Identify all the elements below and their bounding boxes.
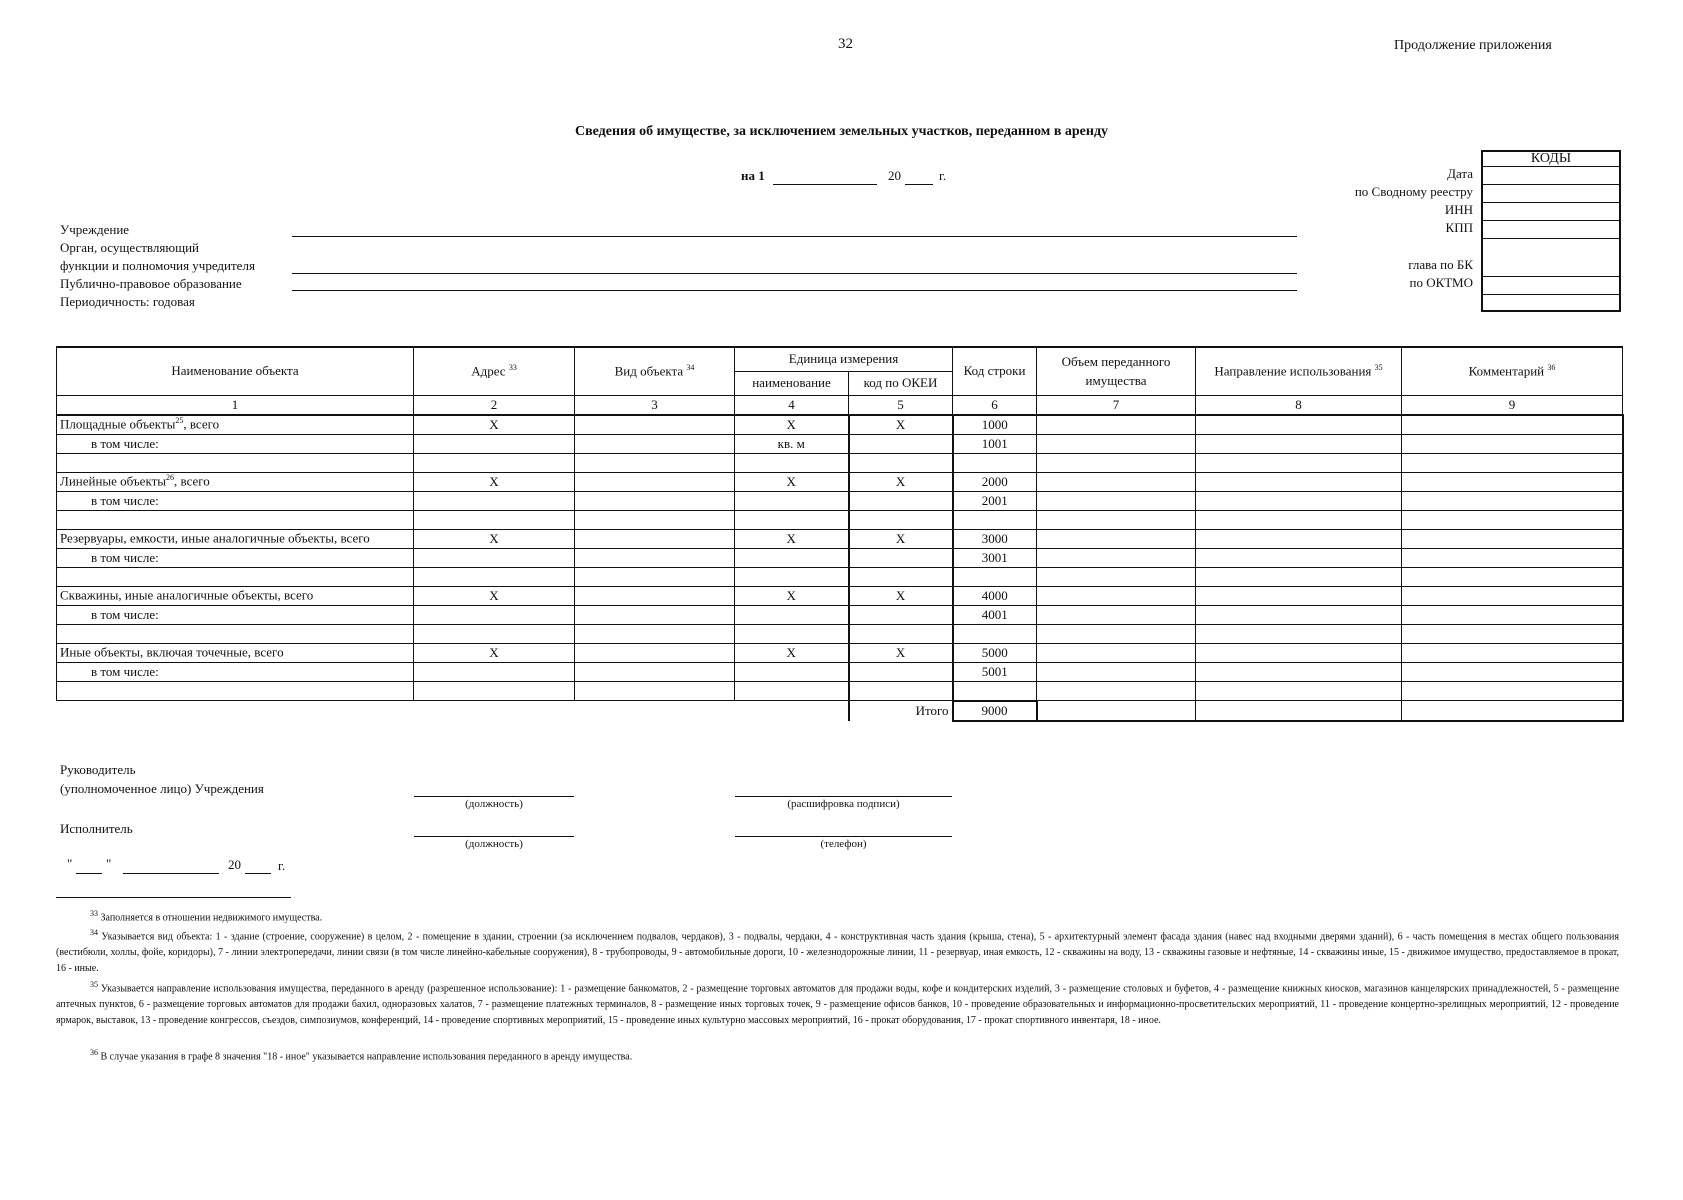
volume-cell[interactable] xyxy=(1037,605,1196,624)
type-cell[interactable] xyxy=(575,415,735,435)
col-number-6: 6 xyxy=(953,395,1037,415)
direction-cell[interactable] xyxy=(1196,643,1402,662)
unit-name-cell: X xyxy=(735,415,849,435)
type-cell[interactable] xyxy=(575,453,735,472)
direction-cell[interactable] xyxy=(1196,510,1402,529)
unit-code-cell: X xyxy=(849,472,953,491)
comment-cell[interactable] xyxy=(1402,491,1623,510)
col-number-9: 9 xyxy=(1402,395,1623,415)
periodicity-label: Периодичность: годовая xyxy=(60,294,195,309)
address-cell[interactable] xyxy=(414,624,575,643)
executor-position-field[interactable] xyxy=(414,836,574,837)
table-row xyxy=(57,624,1623,643)
founder-body-field[interactable] xyxy=(292,273,1297,274)
founder-body-label-1: Орган, осуществляющий xyxy=(60,240,199,255)
line-code-cell: 1001 xyxy=(953,434,1037,453)
direction-cell[interactable] xyxy=(1196,491,1402,510)
table-row xyxy=(57,529,1623,548)
type-cell[interactable] xyxy=(575,491,735,510)
line-code-cell: 4001 xyxy=(953,605,1037,624)
head-label-2: (уполномоченное лицо) Учреждения xyxy=(60,781,264,796)
type-cell[interactable] xyxy=(575,567,735,586)
direction-cell[interactable] xyxy=(1196,586,1402,605)
volume-cell[interactable] xyxy=(1037,472,1196,491)
address-cell: X xyxy=(414,586,575,605)
header-direction: Направление использования $^{35}$ xyxy=(1196,347,1402,395)
total-comment-cell[interactable] xyxy=(1402,701,1623,721)
total-volume-cell[interactable] xyxy=(1037,701,1196,721)
comment-cell[interactable] xyxy=(1402,605,1623,624)
col-number-1: 1 xyxy=(57,395,414,415)
type-cell[interactable] xyxy=(575,434,735,453)
head-position-caption: (должность) xyxy=(465,798,523,810)
comment-cell[interactable] xyxy=(1402,510,1623,529)
unit-code-cell[interactable] xyxy=(849,567,953,586)
direction-cell[interactable] xyxy=(1196,529,1402,548)
code-inn-cell[interactable] xyxy=(1483,202,1619,221)
direction-cell[interactable] xyxy=(1196,415,1402,435)
sign-date-month-field[interactable] xyxy=(123,873,219,874)
type-cell[interactable] xyxy=(575,662,735,681)
date-suffix: г. xyxy=(939,168,947,183)
col-number-7: 7 xyxy=(1037,395,1196,415)
address-cell[interactable] xyxy=(414,510,575,529)
subrow-label: в том числе: xyxy=(57,491,414,510)
volume-cell[interactable] xyxy=(1037,510,1196,529)
subrow-label: в том числе: xyxy=(57,548,414,567)
address-cell: X xyxy=(414,643,575,662)
table-row xyxy=(57,586,1623,605)
property-table xyxy=(56,346,1624,722)
unit-name-cell[interactable] xyxy=(735,548,849,567)
line-code-cell[interactable] xyxy=(953,510,1037,529)
line-code-cell[interactable] xyxy=(953,453,1037,472)
type-cell[interactable] xyxy=(575,510,735,529)
executor-label: Исполнитель xyxy=(60,821,133,836)
unit-name-cell: X xyxy=(735,586,849,605)
codes-header: КОДЫ xyxy=(1483,152,1619,167)
head-label-1: Руководитель xyxy=(60,762,136,777)
comment-cell[interactable] xyxy=(1402,453,1623,472)
head-decoding-field[interactable] xyxy=(735,796,952,797)
comment-cell[interactable] xyxy=(1402,567,1623,586)
direction-cell[interactable] xyxy=(1196,605,1402,624)
code-label-registry: по Сводному реестру xyxy=(1354,184,1473,199)
unit-code-cell: X xyxy=(849,643,953,662)
public-entity-label: Публично-правовое образование xyxy=(60,276,242,291)
volume-cell[interactable] xyxy=(1037,453,1196,472)
line-code-cell[interactable] xyxy=(953,681,1037,701)
type-cell[interactable] xyxy=(575,643,735,662)
direction-cell[interactable] xyxy=(1196,548,1402,567)
unit-name-cell[interactable] xyxy=(735,605,849,624)
unit-code-cell[interactable] xyxy=(849,662,953,681)
total-direction-cell[interactable] xyxy=(1196,701,1402,721)
table-row xyxy=(57,510,1623,529)
volume-cell[interactable] xyxy=(1037,529,1196,548)
code-kpp-cell[interactable] xyxy=(1483,220,1619,239)
line-code-cell: 1000 xyxy=(953,415,1037,435)
sign-date-quote-open: " xyxy=(67,856,73,871)
footnote-33: $^{33}$ Заполняется в отношении недвижимого имущества. xyxy=(90,909,323,924)
col-number-4: 4 xyxy=(735,395,849,415)
code-label-kpp: КПП xyxy=(1445,220,1473,235)
object-name: Иные объекты, включая точечные, всего xyxy=(57,643,414,662)
sign-date-year-field[interactable] xyxy=(245,873,271,874)
header-address: Адрес $^{33}$ xyxy=(414,347,575,395)
table-row xyxy=(57,681,1623,701)
volume-cell[interactable] xyxy=(1037,434,1196,453)
volume-cell[interactable] xyxy=(1037,624,1196,643)
table-row xyxy=(57,472,1623,491)
date-prefix: на 1 xyxy=(741,168,765,183)
table-row xyxy=(57,567,1623,586)
unit-name-cell[interactable] xyxy=(735,510,849,529)
unit-name-cell[interactable] xyxy=(735,453,849,472)
code-label-bk: глава по БК xyxy=(1408,257,1473,272)
type-cell[interactable] xyxy=(575,624,735,643)
line-code-cell: 4000 xyxy=(953,586,1037,605)
page-number: 32 xyxy=(838,36,853,52)
executor-phone-caption: (телефон) xyxy=(820,838,867,850)
line-code-cell: 3001 xyxy=(953,548,1037,567)
code-oktmo-cell[interactable] xyxy=(1483,276,1619,295)
unit-code-cell: X xyxy=(849,586,953,605)
unit-name-cell[interactable] xyxy=(735,491,849,510)
header-line-code: Код строки xyxy=(953,347,1037,395)
unit-name-cell[interactable]: кв. м xyxy=(735,434,849,453)
address-cell[interactable] xyxy=(414,491,575,510)
direction-cell[interactable] xyxy=(1196,662,1402,681)
type-cell[interactable] xyxy=(575,681,735,701)
type-cell[interactable] xyxy=(575,586,735,605)
header-unit-code: код по ОКЕИ xyxy=(849,371,953,395)
address-cell[interactable] xyxy=(414,548,575,567)
object-name: Линейные объекты$^{26}$, всего xyxy=(57,472,414,491)
object-name[interactable] xyxy=(57,567,414,586)
type-cell[interactable] xyxy=(575,548,735,567)
sign-date-day-field[interactable] xyxy=(76,873,102,874)
head-decoding-caption: (расшифровка подписи) xyxy=(787,798,900,810)
head-position-field[interactable] xyxy=(414,796,574,797)
comment-cell[interactable] xyxy=(1402,415,1623,435)
line-code-cell[interactable] xyxy=(953,567,1037,586)
address-cell[interactable] xyxy=(414,681,575,701)
address-cell[interactable] xyxy=(414,434,575,453)
table-row xyxy=(57,605,1623,624)
col-number-8: 8 xyxy=(1196,395,1402,415)
code-registry-cell[interactable] xyxy=(1483,184,1619,203)
code-label-oktmo: по ОКТМО xyxy=(1409,275,1473,290)
direction-cell[interactable] xyxy=(1196,681,1402,701)
comment-cell[interactable] xyxy=(1402,434,1623,453)
object-name: Скважины, иные аналогичные объекты, всего xyxy=(57,586,414,605)
total-label: Итого xyxy=(849,701,953,721)
table-row xyxy=(57,453,1623,472)
object-name: Резервуары, емкости, иные аналогичные объекты, всего xyxy=(57,529,414,548)
footnote-35: $^{35}$ Указывается направление использования имущества, переданного в аренду (разрешенное использование): 1 - размещение банкоматов, 2 - размещение торговых автоматов для продажи воды, кофе и кондитерских изделий, 3 - размещение столовых и буфетов, 4 - размещение книжных киосков, магазинов канцелярских принадлежностей, 5 - размещение аптечных пунктов, 6 - размещение торговых автоматов для продажи бахил, одноразовых халатов, 7 - размещение платежных терминалов, 8 - размещение иных торговых точек, 9 - размещение офисов банков, 10 - проведение образовательных и информационно-просветительских мероприятий, 11 - проведение концертно-зрелищных мероприятий, 12 - проведение ярмарок, выставок, 13 - проведение конгрессов, съездов, симпозиумов, конференций, 14 - проведение спортивных мероприятий, 15 - проведение иных культурно массовых мероприятий, 16 - прокат оборудования, 17 - прокат спортивного инвентаря, 18 - иное. xyxy=(56,980,1620,1027)
unit-name-cell[interactable] xyxy=(735,624,849,643)
code-date-cell[interactable] xyxy=(1483,166,1619,185)
footnote-34: $^{34}$ Указывается вид объекта: 1 - здание (строение, сооружение) в целом, 2 - помещение в здании, строении (за исключением подвалов, чердаков), 3 - подвалы, чердаки, 4 - конструктивная часть здания (крыша, стена), 5 - архитектурный элемент фасада здания (навес над входными дверями зданий), 6 - часть помещения в местах общего пользования (вестибюли, холлы, фойе, коридоры), 7 - линии электропередачи, линии связи (в том числе линейно-кабельные сооружения), 8 - трубопроводы, 9 - автомобильные дороги, 10 - железнодорожные линии, 11 - резервуар, иная емкость, 12 - скважины на воду, 13 - скважины газовые и нефтяные, 14 - скважины иные, 15 - движимое имущество, предоставляемое в прокат, 16 - иные. xyxy=(56,928,1619,975)
address-cell[interactable] xyxy=(414,567,575,586)
type-cell[interactable] xyxy=(575,605,735,624)
subrow-label: в том числе: xyxy=(57,434,414,453)
footnote-36: $^{36}$ В случае указания в графе 8 значения "18 - иное" указывается направление использования переданного в аренду имущества. xyxy=(90,1048,633,1063)
code-label-date: Дата xyxy=(1447,166,1473,181)
comment-cell[interactable] xyxy=(1402,548,1623,567)
line-code-cell: 5001 xyxy=(953,662,1037,681)
unit-code-cell[interactable] xyxy=(849,491,953,510)
unit-name-cell[interactable] xyxy=(735,681,849,701)
line-code-cell: 3000 xyxy=(953,529,1037,548)
volume-cell[interactable] xyxy=(1037,415,1196,435)
date-year-prefix: 20 xyxy=(888,168,901,183)
header-type: Вид объекта $^{34}$ xyxy=(575,347,735,395)
public-entity-field[interactable] xyxy=(292,290,1297,291)
sign-date-suffix: г. xyxy=(278,858,286,873)
address-cell: X xyxy=(414,529,575,548)
object-name[interactable] xyxy=(57,624,414,643)
executor-position-caption: (должность) xyxy=(465,838,523,850)
founder-body-label-2: функции и полномочия учредителя xyxy=(60,258,255,273)
institution-field[interactable] xyxy=(292,236,1297,237)
unit-code-cell[interactable] xyxy=(849,548,953,567)
header-unit-name: наименование xyxy=(735,371,849,395)
volume-cell[interactable] xyxy=(1037,662,1196,681)
continuation-label: Продолжение приложения xyxy=(1394,38,1552,53)
header-name: Наименование объекта xyxy=(57,347,414,395)
table-row xyxy=(57,662,1623,681)
direction-cell[interactable] xyxy=(1196,434,1402,453)
direction-cell[interactable] xyxy=(1196,472,1402,491)
address-cell: X xyxy=(414,415,575,435)
code-bk-cell[interactable] xyxy=(1483,238,1619,277)
footnote-divider xyxy=(56,897,291,898)
col-number-5: 5 xyxy=(849,395,953,415)
table-row xyxy=(57,643,1623,662)
header-comment: Комментарий $^{36}$ xyxy=(1402,347,1623,395)
comment-cell[interactable] xyxy=(1402,643,1623,662)
date-year-field[interactable] xyxy=(905,184,933,185)
volume-cell[interactable] xyxy=(1037,548,1196,567)
type-cell[interactable] xyxy=(575,529,735,548)
unit-code-cell[interactable] xyxy=(849,681,953,701)
table-row xyxy=(57,491,1623,510)
unit-name-cell: X xyxy=(735,472,849,491)
volume-cell[interactable] xyxy=(1037,681,1196,701)
volume-cell[interactable] xyxy=(1037,567,1196,586)
address-cell[interactable] xyxy=(414,605,575,624)
unit-name-cell: X xyxy=(735,529,849,548)
line-code-cell[interactable] xyxy=(953,624,1037,643)
unit-code-cell[interactable] xyxy=(849,624,953,643)
col-number-2: 2 xyxy=(414,395,575,415)
direction-cell[interactable] xyxy=(1196,567,1402,586)
object-name: Площадные объекты$^{25}$, всего xyxy=(57,415,414,435)
comment-cell[interactable] xyxy=(1402,624,1623,643)
page-title: Сведения об имуществе, за исключением земельных участков, переданном в аренду xyxy=(574,124,1109,139)
line-code-cell: 2001 xyxy=(953,491,1037,510)
volume-cell[interactable] xyxy=(1037,491,1196,510)
unit-name-cell: X xyxy=(735,643,849,662)
volume-cell[interactable] xyxy=(1037,643,1196,662)
unit-code-cell[interactable] xyxy=(849,605,953,624)
address-cell[interactable] xyxy=(414,662,575,681)
object-name[interactable] xyxy=(57,681,414,701)
comment-cell[interactable] xyxy=(1402,681,1623,701)
unit-code-cell[interactable] xyxy=(849,434,953,453)
unit-name-cell[interactable] xyxy=(735,662,849,681)
header-volume: Объем переданного имущества xyxy=(1037,347,1196,395)
unit-code-cell[interactable] xyxy=(849,510,953,529)
col-number-3: 3 xyxy=(575,395,735,415)
header-unit: Единица измерения xyxy=(735,347,953,371)
unit-code-cell: X xyxy=(849,529,953,548)
direction-cell[interactable] xyxy=(1196,624,1402,643)
unit-code-cell[interactable] xyxy=(849,453,953,472)
sign-date-quote-close: " xyxy=(106,856,112,871)
volume-cell[interactable] xyxy=(1037,586,1196,605)
object-name[interactable] xyxy=(57,453,414,472)
comment-cell[interactable] xyxy=(1402,662,1623,681)
executor-phone-field[interactable] xyxy=(735,836,952,837)
institution-label: Учреждение xyxy=(60,222,130,237)
code-label-inn: ИНН xyxy=(1444,202,1473,217)
total-code: 9000 xyxy=(953,701,1037,721)
address-cell[interactable] xyxy=(414,453,575,472)
table-row xyxy=(57,415,1623,435)
subrow-label: в том числе: xyxy=(57,662,414,681)
date-day-month-field[interactable] xyxy=(773,184,877,185)
address-cell: X xyxy=(414,472,575,491)
codes-box xyxy=(1481,150,1621,312)
table-row xyxy=(57,548,1623,567)
subrow-label: в том числе: xyxy=(57,605,414,624)
comment-cell[interactable] xyxy=(1402,472,1623,491)
unit-name-cell[interactable] xyxy=(735,567,849,586)
type-cell[interactable] xyxy=(575,472,735,491)
line-code-cell: 2000 xyxy=(953,472,1037,491)
direction-cell[interactable] xyxy=(1196,453,1402,472)
comment-cell[interactable] xyxy=(1402,586,1623,605)
comment-cell[interactable] xyxy=(1402,529,1623,548)
sign-date-year-prefix: 20 xyxy=(228,857,241,872)
object-name[interactable] xyxy=(57,510,414,529)
line-code-cell: 5000 xyxy=(953,643,1037,662)
unit-code-cell: X xyxy=(849,415,953,435)
table-row xyxy=(57,434,1623,453)
